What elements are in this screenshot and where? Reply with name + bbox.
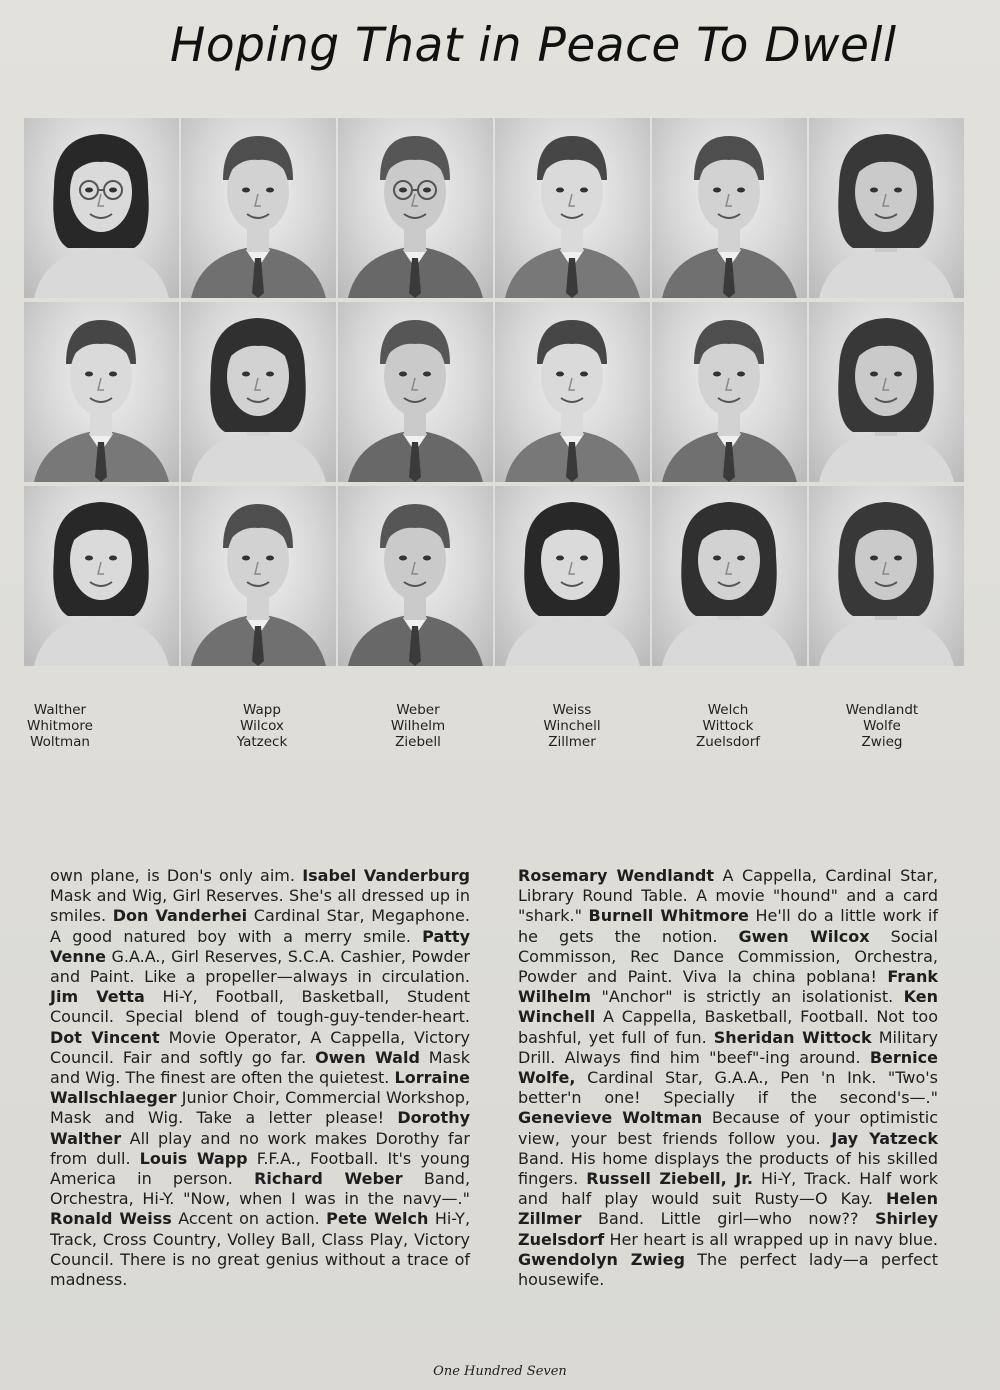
- caption-name: Wolfe: [863, 718, 901, 734]
- student-description: Hi-Y, Track. Half work and half play would suit Rusty—O Kay.: [518, 1169, 939, 1209]
- student-portrait-photo: [24, 302, 179, 482]
- student-description: A Cappella, Basketball, Football. Not too bashful, yet full of fun.: [518, 1007, 938, 1047]
- student-name: Dot Vincent: [50, 1027, 160, 1047]
- caption-name: Walther: [33, 702, 87, 718]
- student-description: Social Commisson, Rec Dance Commission, Orchestra, Powder and Paint. Viva la china poblana!: [518, 926, 938, 987]
- student-description: He'll do a little work if he gets the notion.: [518, 906, 938, 946]
- right-paragraph: [518, 866, 938, 1290]
- student-portrait-photo: [809, 118, 964, 298]
- student-portrait-photo: [495, 118, 650, 298]
- caption-block: [668, 702, 788, 750]
- student-name: Burnell Whitmore: [588, 906, 749, 926]
- student-description: "Anchor" is strictly an isolationist.: [601, 987, 894, 1007]
- student-name: Isabel Vanderburg: [302, 866, 471, 885]
- caption-name: Ziebell: [395, 734, 441, 750]
- caption-block: [358, 702, 478, 750]
- student-description: Junior Choir, Commercial Workshop, Mask and Wig. Take a letter please!: [50, 1088, 470, 1128]
- student-description: Movie Operator, A Cappella, Victory Council. Fair and softly go far.: [50, 1027, 471, 1067]
- student-portrait-photo: [24, 486, 179, 666]
- student-portrait-photo: [338, 486, 493, 666]
- caption-name: Weiss: [552, 702, 592, 718]
- student-portrait-photo: [652, 118, 807, 298]
- student-name: Frank Wilhelm: [518, 967, 938, 1007]
- student-name: Lorraine Wallschlaeger: [50, 1068, 470, 1108]
- student-description: All play and no work makes Dorothy far from dull.: [50, 1128, 470, 1168]
- caption-name: Wapp: [243, 702, 281, 718]
- caption-row: [0, 702, 1000, 762]
- student-description: Mask and Wig, Girl Reserves. She's all dressed up in smiles.: [50, 886, 470, 926]
- caption-name: Welch: [707, 702, 749, 718]
- student-name: Dorothy Walther: [50, 1108, 471, 1148]
- student-portrait-photo: [338, 302, 493, 482]
- student-description: Military Drill. Always find him "beef"-ing around.: [518, 1027, 938, 1067]
- student-name: Shirley Zuelsdorf: [518, 1209, 938, 1249]
- caption-block: [0, 702, 120, 750]
- caption-name: Winchell: [543, 718, 601, 734]
- caption-name: Yatzeck: [236, 734, 288, 750]
- caption-name: Zillmer: [548, 734, 596, 750]
- student-portrait-photo: [181, 302, 336, 482]
- student-name: Pete Welch: [326, 1209, 429, 1229]
- page-footer: One Hundred Seven: [433, 1364, 567, 1379]
- student-portrait-photo: [495, 302, 650, 482]
- student-portrait-photo: [338, 118, 493, 298]
- caption-name: Whitmore: [27, 718, 93, 734]
- student-name: Sheridan Wittock: [713, 1027, 872, 1047]
- student-name: Gwendolyn Zwieg: [518, 1249, 685, 1269]
- student-portrait-photo: [652, 486, 807, 666]
- student-description: Cardinal Star, Megaphone. A good natured boy with a merry smile.: [50, 906, 470, 946]
- caption-name: Wilcox: [240, 718, 284, 734]
- left-text-column: [50, 866, 470, 1290]
- caption-name: Wendlandt: [845, 702, 919, 718]
- caption-block: [512, 702, 632, 750]
- student-description: F.F.A., Football. It's young America in person.: [50, 1148, 471, 1189]
- student-name: Russell Ziebell, Jr.: [586, 1169, 753, 1189]
- student-description: Band. Little girl—who now??: [597, 1209, 859, 1229]
- caption-name: Zwieg: [861, 734, 903, 750]
- caption-name: Woltman: [30, 734, 90, 750]
- student-name: Don Vanderhei: [112, 906, 248, 926]
- student-description: Band, Orchestra, Hi-Y. "Now, when I was in the navy—.": [50, 1169, 471, 1209]
- caption-block: [822, 702, 942, 750]
- student-name: Richard Weber: [254, 1169, 403, 1189]
- caption-name: Weber: [396, 702, 440, 718]
- student-description: The perfect lady—a perfect housewife.: [518, 1249, 939, 1290]
- student-description: Cardinal Star, G.A.A., Pen 'n Ink. "Two's better'n one! Specially if the second's—.": [518, 1068, 939, 1108]
- left-paragraph: [50, 866, 470, 1290]
- student-portrait-photo: [181, 486, 336, 666]
- student-portrait-photo: [24, 118, 179, 298]
- student-name: Jay Yatzeck: [831, 1128, 938, 1148]
- student-portrait-photo: [809, 486, 964, 666]
- student-description: Mask and Wig. The finest are often the quietest.: [50, 1047, 471, 1088]
- page-title: Hoping That in Peace To Dwell: [170, 18, 897, 73]
- student-name: Genevieve Woltman: [518, 1108, 703, 1128]
- student-description: G.A.A., Girl Reserves, S.C.A. Cashier, Powder and Paint. Like a propeller—always in circulation.: [50, 946, 470, 987]
- student-name: Bernice Wolfe,: [518, 1047, 938, 1088]
- student-description: Because of your optimistic view, your best friends follow you.: [518, 1108, 939, 1148]
- student-description: Band. His home displays the products of his skilled fingers.: [518, 1148, 938, 1189]
- student-description: Hi-Y, Football, Basketball, Student Council. Special blend of tough-guy-tender-heart.: [50, 987, 471, 1027]
- student-name: Jim Vetta: [50, 987, 145, 1007]
- student-description: Accent on action.: [178, 1209, 320, 1229]
- caption-name: Wittock: [702, 718, 754, 734]
- student-name: Louis Wapp: [139, 1148, 248, 1168]
- portrait-grid: [24, 118, 964, 678]
- right-text-column: [518, 866, 938, 1290]
- student-name: Ken Winchell: [518, 987, 939, 1027]
- student-description: Hi-Y, Track, Cross Country, Volley Ball, Class Play, Victory Council. There is no great genius without a trace of madness.: [50, 1209, 471, 1290]
- student-portrait-photo: [809, 302, 964, 482]
- student-name: Gwen Wilcox: [738, 926, 870, 946]
- student-description: A Cappella, Cardinal Star, Library Round Table. A movie "hound" and a card "shark.": [518, 866, 938, 926]
- student-name: Owen Wald: [315, 1047, 420, 1067]
- student-portrait-photo: [495, 486, 650, 666]
- student-name: Patty Venne: [50, 926, 470, 966]
- caption-name: Wilhelm: [390, 718, 446, 734]
- student-portrait-photo: [181, 118, 336, 298]
- student-name: Helen Zillmer: [518, 1189, 938, 1229]
- student-description: Her heart is all wrapped up in navy blue.: [609, 1229, 938, 1249]
- student-name: Rosemary Wendlandt: [518, 866, 714, 885]
- caption-name: Zuelsdorf: [695, 734, 761, 750]
- student-name: Ronald Weiss: [50, 1209, 172, 1229]
- student-portrait-photo: [652, 302, 807, 482]
- caption-block: [202, 702, 322, 750]
- student-description: own plane, is Don's only aim.: [50, 866, 295, 885]
